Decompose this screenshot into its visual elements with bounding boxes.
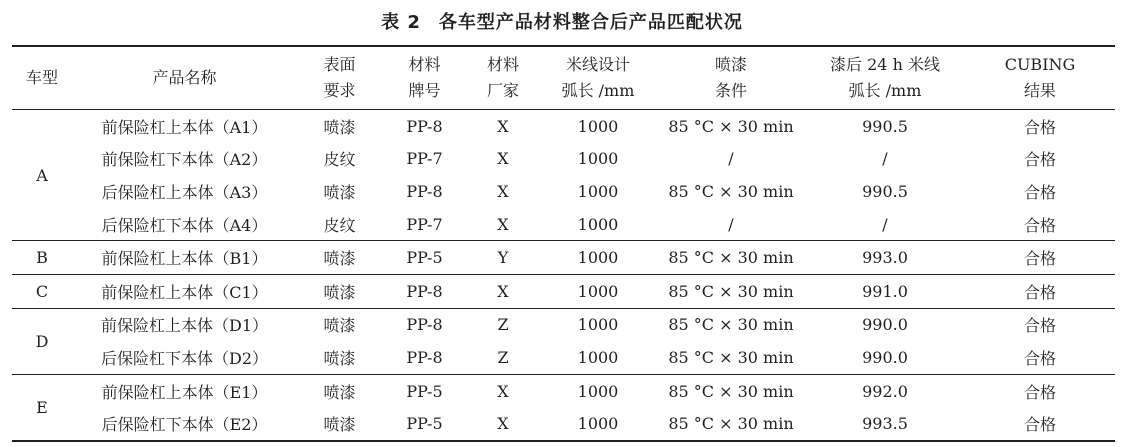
- cubing-result-cell: 合格: [1023, 117, 1056, 137]
- header-design-arc: 米线设计 弧长 /mm: [539, 46, 657, 110]
- table-header: [12, 46, 1115, 110]
- header-material-grade: 材料 牌号: [382, 46, 467, 110]
- design-arc-cell: 1000: [539, 208, 657, 241]
- surface-cell: 皮纹: [297, 208, 382, 241]
- cubing-result-cell: 合格: [965, 241, 1115, 275]
- table-row: [12, 274, 1115, 308]
- car-model-cell: C: [12, 274, 72, 308]
- after-paint-arc-cell: 993.0: [805, 241, 965, 275]
- caption-number: 表 2: [381, 12, 421, 33]
- product-name-cell: 前保险杠上本体（B1）: [72, 241, 297, 275]
- header-product-name: 产品名称: [72, 46, 297, 110]
- after-paint-arc-cell: 992.0: [862, 381, 908, 401]
- material-vendor-cell: Y: [467, 241, 539, 275]
- after-paint-arc-cell: 991.0: [805, 274, 965, 308]
- cubing-result-cell: 合格: [965, 407, 1115, 441]
- cubing-result-cell: 合格: [1023, 182, 1056, 202]
- material-vendor-cell: Z: [467, 341, 539, 374]
- material-vendor-cell: X: [467, 208, 539, 241]
- after-paint-arc-cell: /: [882, 149, 888, 169]
- header-car: 车型: [12, 46, 72, 110]
- header-after-paint-arc: 漆后 24 h 米线 弧长 /mm: [805, 46, 965, 110]
- table-row: [12, 143, 1115, 176]
- surface-cell: 喷漆: [297, 341, 382, 374]
- after-paint-arc-cell: 990.0: [805, 341, 965, 374]
- paint-condition-cell: 85 °C × 30 min: [657, 241, 805, 275]
- surface-cell: 喷漆: [297, 407, 382, 441]
- design-arc-cell: 1000: [577, 315, 619, 335]
- after-paint-arc-cell: 993.5: [805, 407, 965, 441]
- product-name-cell: 前保险杠上本体（D1）: [100, 316, 268, 336]
- product-name-cell: 后保险杠下本体（E2）: [72, 407, 297, 441]
- material-vendor-cell: X: [497, 149, 509, 169]
- caption-title: 各车型产品材料整合后产品匹配状况: [438, 12, 743, 33]
- table-row: [12, 241, 1115, 275]
- table-row: [12, 374, 1115, 407]
- paint-condition-cell: 85 °C × 30 min: [668, 315, 794, 335]
- table-row: [12, 208, 1115, 241]
- cubing-result-cell: 合格: [1023, 316, 1056, 336]
- product-name-cell: 前保险杠上本体（E1）: [101, 382, 268, 402]
- header-cubing: CUBING 结果: [965, 46, 1115, 110]
- surface-cell: 喷漆: [297, 274, 382, 308]
- car-model-cell: E: [12, 374, 72, 441]
- cubing-result-cell: 合格: [1023, 150, 1056, 170]
- product-name-cell: 前保险杠下本体（A2）: [101, 150, 268, 170]
- surface-cell: 喷漆: [297, 241, 382, 275]
- material-vendor-cell: X: [497, 381, 509, 401]
- design-arc-cell: 1000: [539, 241, 657, 275]
- header-surface: 表面 要求: [297, 46, 382, 110]
- product-name-cell: 后保险杠下本体（A4）: [72, 208, 297, 241]
- surface-cell: 喷漆: [323, 182, 356, 202]
- after-paint-arc-cell: 990.5: [862, 181, 908, 201]
- cubing-result-cell: 合格: [1023, 382, 1056, 402]
- paint-condition-cell: 85 °C × 30 min: [668, 116, 794, 136]
- paint-condition-cell: 85 °C × 30 min: [657, 341, 805, 374]
- surface-cell: 喷漆: [323, 382, 356, 402]
- material-grade-cell: PP-8: [406, 116, 443, 136]
- table-body: [12, 110, 1115, 441]
- material-vendor-cell: X: [497, 181, 509, 201]
- paint-condition-cell: /: [657, 208, 805, 241]
- material-vendor-cell: X: [467, 407, 539, 441]
- product-name-cell: 后保险杠上本体（A3）: [101, 182, 268, 202]
- material-vendor-cell: Z: [497, 315, 509, 335]
- product-name-cell: 前保险杠上本体（C1）: [72, 274, 297, 308]
- surface-cell: 皮纹: [323, 150, 356, 170]
- paint-condition-cell: 85 °C × 30 min: [668, 181, 794, 201]
- car-model-cell: D: [12, 308, 72, 374]
- material-grade-cell: PP-8: [406, 181, 443, 201]
- material-grade-cell: PP-8: [406, 315, 443, 335]
- material-grade-cell: PP-8: [382, 341, 467, 374]
- after-paint-arc-cell: /: [805, 208, 965, 241]
- paint-condition-cell: 85 °C × 30 min: [657, 407, 805, 441]
- material-grade-cell: PP-7: [382, 208, 467, 241]
- material-vendor-cell: X: [497, 116, 509, 136]
- table-row: [12, 308, 1115, 341]
- after-paint-arc-cell: 990.0: [862, 315, 908, 335]
- cubing-result-cell: 合格: [965, 208, 1115, 241]
- design-arc-cell: 1000: [577, 116, 619, 136]
- car-model-cell: B: [12, 241, 72, 275]
- design-arc-cell: 1000: [539, 341, 657, 374]
- material-grade-cell: PP-5: [382, 241, 467, 275]
- product-name-cell: 前保险杠上本体（A1）: [101, 117, 268, 137]
- design-arc-cell: 1000: [577, 181, 619, 201]
- surface-cell: 喷漆: [323, 117, 356, 137]
- table-row: [12, 175, 1115, 208]
- design-arc-cell: 1000: [539, 407, 657, 441]
- table-row: [12, 110, 1115, 143]
- header-material-vendor: 材料 厂家: [467, 46, 539, 110]
- material-grade-cell: PP-8: [382, 274, 467, 308]
- design-arc-cell: 1000: [577, 149, 619, 169]
- car-model-cell: A: [12, 110, 72, 241]
- material-vendor-cell: X: [467, 274, 539, 308]
- paint-condition-cell: 85 °C × 30 min: [657, 274, 805, 308]
- table-caption: [0, 8, 1124, 34]
- matching-table: [12, 45, 1115, 442]
- material-grade-cell: PP-5: [406, 381, 443, 401]
- table-row: [12, 341, 1115, 374]
- cubing-result-cell: 合格: [965, 274, 1115, 308]
- paint-condition-cell: /: [728, 149, 734, 169]
- after-paint-arc-cell: 990.5: [862, 116, 908, 136]
- design-arc-cell: 1000: [577, 381, 619, 401]
- material-grade-cell: PP-5: [382, 407, 467, 441]
- paint-condition-cell: 85 °C × 30 min: [668, 381, 794, 401]
- table-row: [12, 407, 1115, 441]
- surface-cell: 喷漆: [323, 316, 356, 336]
- header-paint-condition: 喷漆 条件: [657, 46, 805, 110]
- product-name-cell: 后保险杠下本体（D2）: [72, 341, 297, 374]
- cubing-result-cell: 合格: [965, 341, 1115, 374]
- material-grade-cell: PP-7: [406, 149, 443, 169]
- design-arc-cell: 1000: [539, 274, 657, 308]
